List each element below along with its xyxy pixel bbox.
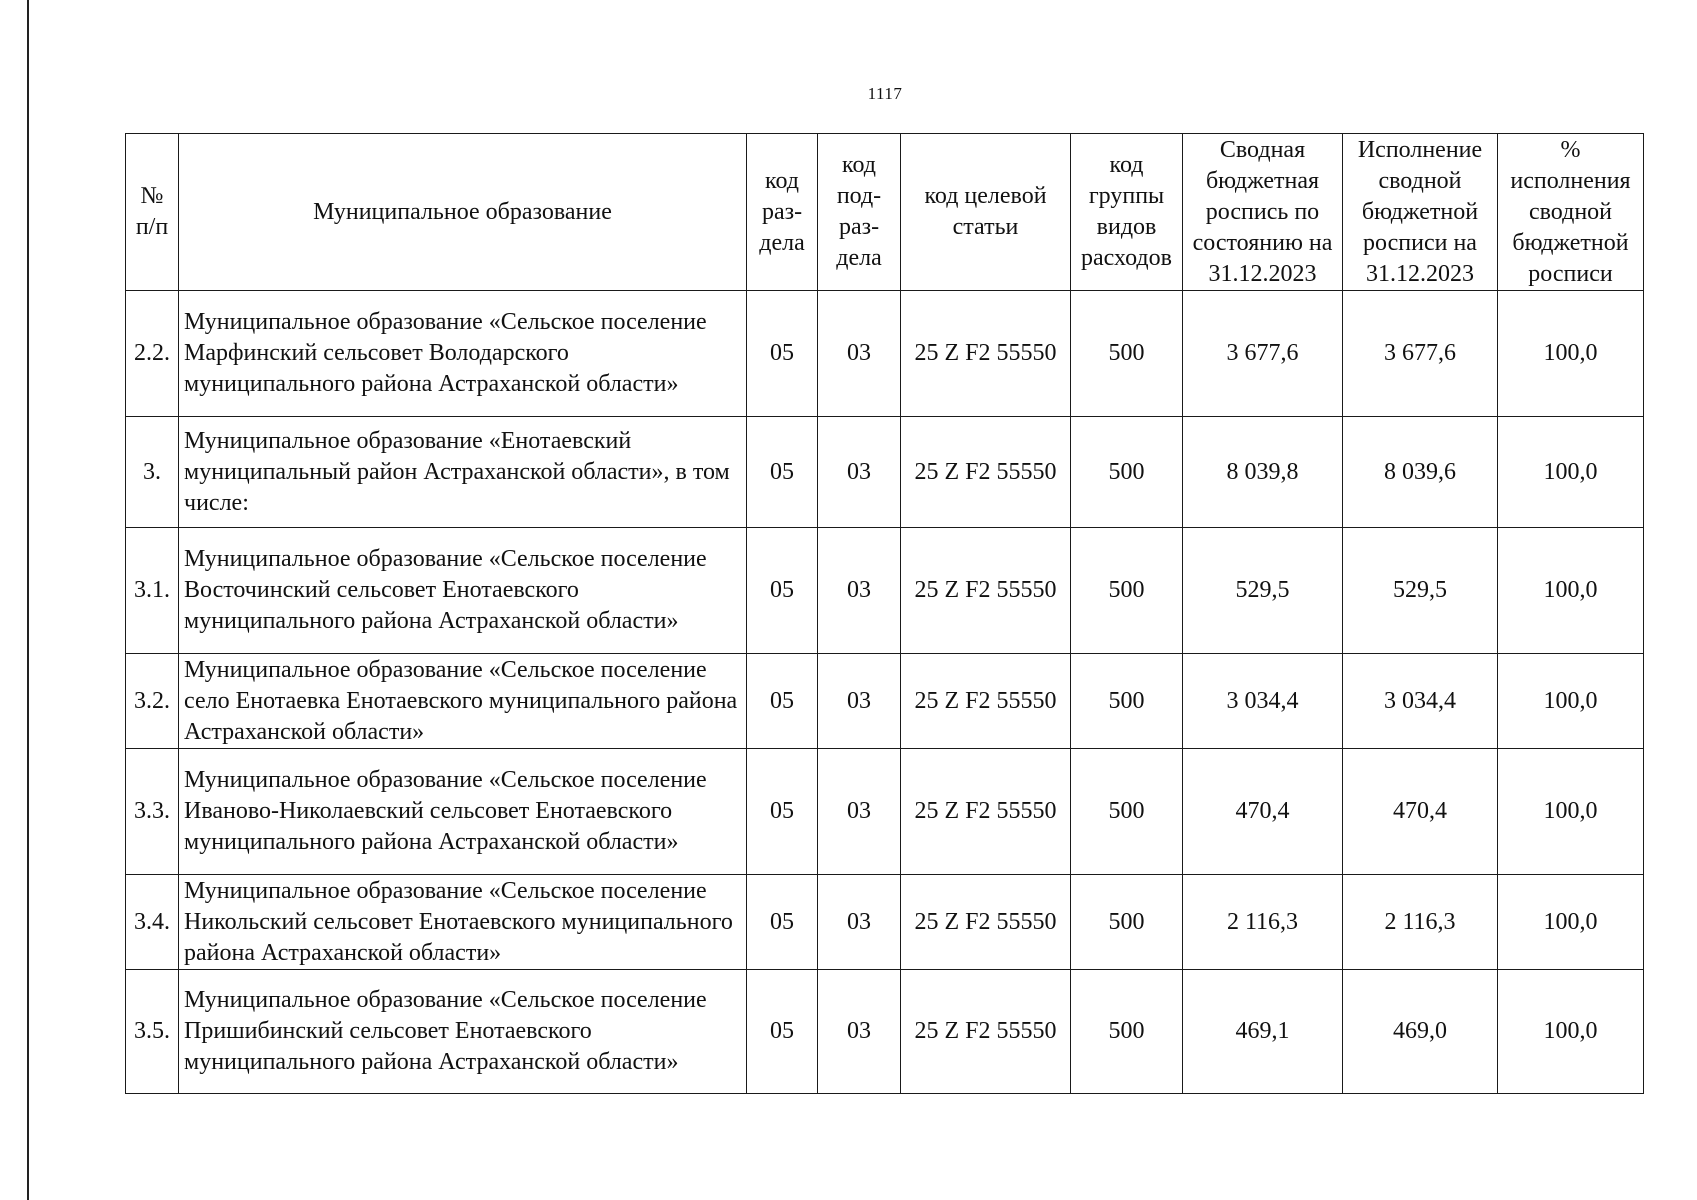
page-binding-line (27, 0, 29, 1200)
row-subsection-code: 03 (818, 749, 901, 875)
row-budget-plan: 529,5 (1183, 528, 1343, 654)
row-execution: 3 677,6 (1343, 291, 1498, 417)
row-section-code: 05 (747, 417, 818, 528)
row-execution: 3 034,4 (1343, 654, 1498, 749)
table-row (126, 749, 1644, 875)
header-budget-plan: Сводная бюджетная роспись по состоянию на 31.12.2023 (1183, 134, 1343, 291)
row-expense-group-code: 500 (1071, 291, 1183, 417)
row-section-code: 05 (747, 749, 818, 875)
row-section-code: 05 (747, 970, 818, 1094)
header-expense-group-code: код группы видов расходов (1071, 134, 1183, 291)
row-target-code: 25 Z F2 55550 (901, 654, 1071, 749)
row-subsection-code: 03 (818, 970, 901, 1094)
table-row (126, 417, 1644, 528)
row-num: 3.4. (126, 875, 179, 970)
row-municipality: Муниципальное образование «Сельское поселение Марфинский сельсовет Володарского муниципального района Астраханской области» (179, 291, 747, 417)
row-section-code: 05 (747, 291, 818, 417)
table-row (126, 654, 1644, 749)
row-execution: 470,4 (1343, 749, 1498, 875)
row-section-code: 05 (747, 528, 818, 654)
row-expense-group-code: 500 (1071, 875, 1183, 970)
row-execution: 2 116,3 (1343, 875, 1498, 970)
row-execution: 529,5 (1343, 528, 1498, 654)
row-percent: 100,0 (1498, 528, 1644, 654)
row-num: 3.2. (126, 654, 179, 749)
table-row (126, 291, 1644, 417)
row-municipality: Муниципальное образование «Сельское поселение Иваново-Николаевский сельсовет Енотаевского муниципального района Астраханской области» (179, 749, 747, 875)
budget-execution-table (125, 133, 1644, 1094)
row-municipality: Муниципальное образование «Енотаевский муниципальный район Астраханской области», в том числе: (179, 417, 747, 528)
row-subsection-code: 03 (818, 528, 901, 654)
header-percent: % исполнения сводной бюджетной росписи (1498, 134, 1644, 291)
row-subsection-code: 03 (818, 417, 901, 528)
row-subsection-code: 03 (818, 291, 901, 417)
row-execution: 469,0 (1343, 970, 1498, 1094)
row-budget-plan: 470,4 (1183, 749, 1343, 875)
row-percent: 100,0 (1498, 970, 1644, 1094)
row-municipality: Муниципальное образование «Сельское поселение Пришибинский сельсовет Енотаевского муниципального района Астраханской области» (179, 970, 747, 1094)
row-execution: 8 039,6 (1343, 417, 1498, 528)
row-section-code: 05 (747, 654, 818, 749)
header-target-code: код целевой статьи (901, 134, 1071, 291)
table-row (126, 970, 1644, 1094)
row-subsection-code: 03 (818, 654, 901, 749)
row-budget-plan: 2 116,3 (1183, 875, 1343, 970)
row-target-code: 25 Z F2 55550 (901, 875, 1071, 970)
row-budget-plan: 3 034,4 (1183, 654, 1343, 749)
row-budget-plan: 3 677,6 (1183, 291, 1343, 417)
table-row (126, 528, 1644, 654)
row-expense-group-code: 500 (1071, 528, 1183, 654)
header-section-code: код раз-дела (747, 134, 818, 291)
row-num: 3. (126, 417, 179, 528)
row-percent: 100,0 (1498, 654, 1644, 749)
row-percent: 100,0 (1498, 749, 1644, 875)
row-num: 3.1. (126, 528, 179, 654)
table-header (126, 134, 1644, 291)
row-budget-plan: 8 039,8 (1183, 417, 1343, 528)
header-municipality: Муниципальное образование (179, 134, 747, 291)
row-section-code: 05 (747, 875, 818, 970)
row-expense-group-code: 500 (1071, 417, 1183, 528)
row-budget-plan: 469,1 (1183, 970, 1343, 1094)
header-row (126, 134, 1644, 291)
row-expense-group-code: 500 (1071, 970, 1183, 1094)
row-target-code: 25 Z F2 55550 (901, 528, 1071, 654)
header-subsection-code: код под-раз-дела (818, 134, 901, 291)
table-row (126, 875, 1644, 970)
row-expense-group-code: 500 (1071, 749, 1183, 875)
row-num: 3.3. (126, 749, 179, 875)
row-municipality: Муниципальное образование «Сельское поселение село Енотаевка Енотаевского муниципального района Астраханской области» (179, 654, 747, 749)
row-percent: 100,0 (1498, 875, 1644, 970)
row-target-code: 25 Z F2 55550 (901, 749, 1071, 875)
row-target-code: 25 Z F2 55550 (901, 970, 1071, 1094)
row-percent: 100,0 (1498, 291, 1644, 417)
row-municipality: Муниципальное образование «Сельское поселение Никольский сельсовет Енотаевского муниципального района Астраханской области» (179, 875, 747, 970)
row-num: 3.5. (126, 970, 179, 1094)
row-percent: 100,0 (1498, 417, 1644, 528)
row-target-code: 25 Z F2 55550 (901, 291, 1071, 417)
table-body (126, 291, 1644, 1094)
row-municipality: Муниципальное образование «Сельское поселение Восточинский сельсовет Енотаевского муниципального района Астраханской области» (179, 528, 747, 654)
page-number: 1117 (867, 84, 903, 103)
header-num: № п/п (126, 134, 179, 291)
row-expense-group-code: 500 (1071, 654, 1183, 749)
row-target-code: 25 Z F2 55550 (901, 417, 1071, 528)
header-execution: Исполнение сводной бюджетной росписи на 31.12.2023 (1343, 134, 1498, 291)
row-num: 2.2. (126, 291, 179, 417)
row-subsection-code: 03 (818, 875, 901, 970)
